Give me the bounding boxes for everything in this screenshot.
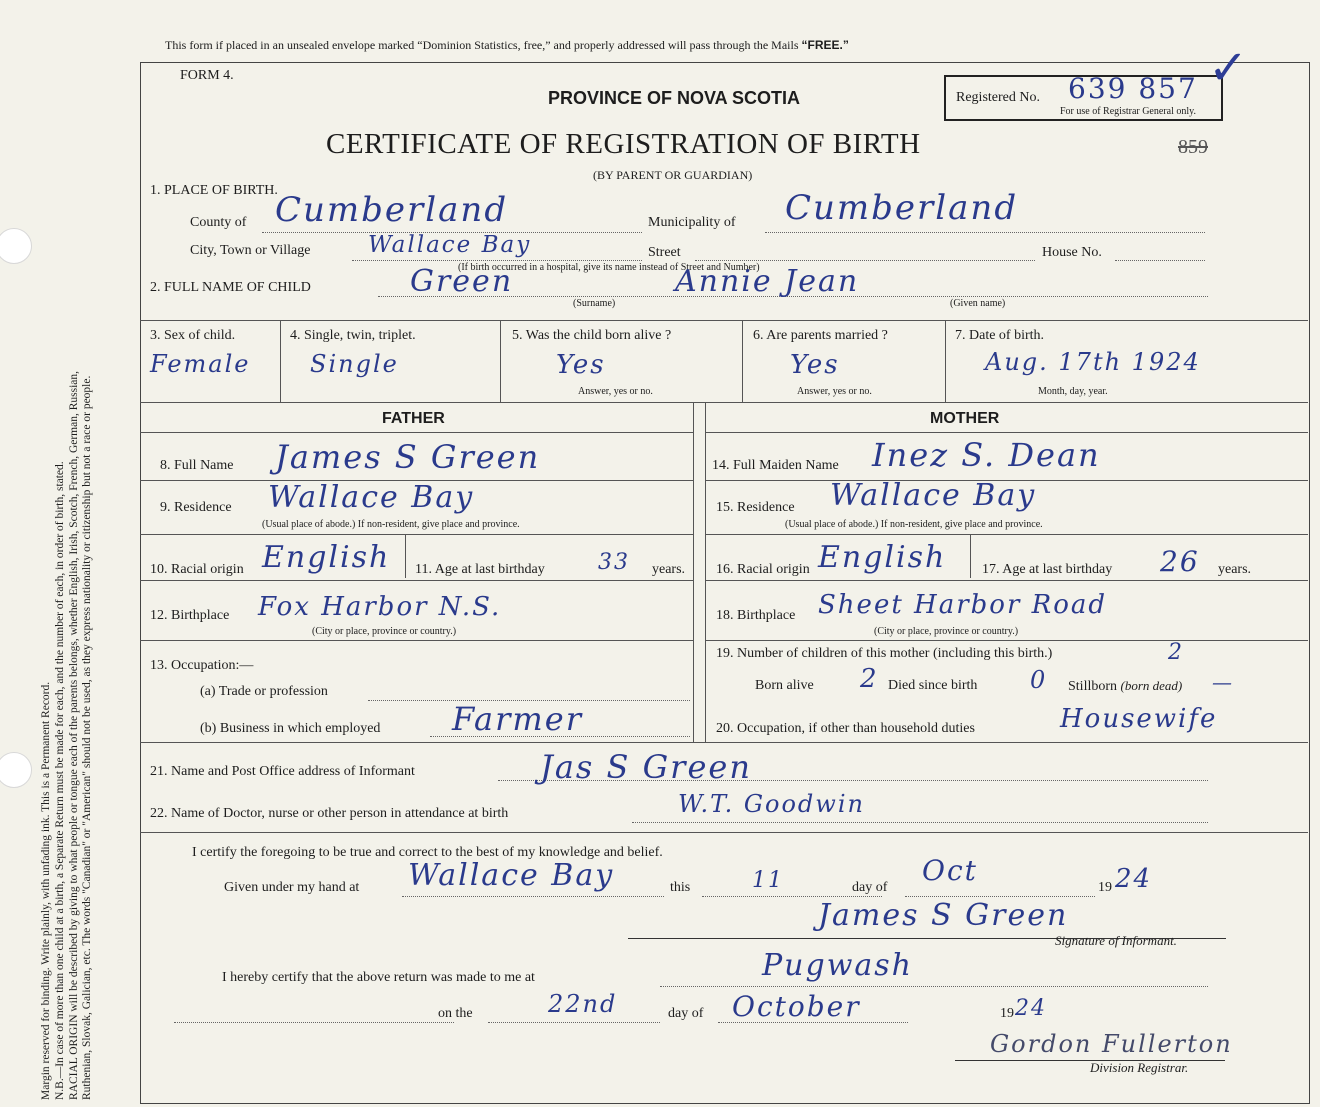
sidebar-line-4: Ruthenian, Slovak, Galician, etc. The words "Canadian" or "American" should not be used, as they express nationality or citizenship but not a race or people. bbox=[81, 375, 94, 1100]
date-caption: Month, day, year. bbox=[1038, 386, 1108, 397]
parents-married-label: 6. Are parents married ? bbox=[753, 328, 888, 343]
mail-notice-text: This form if placed in an unsealed envelope marked “Dominion Statistics, free,” and properly addressed will pass through the Mails bbox=[165, 38, 799, 52]
child-surname-value: Green bbox=[410, 264, 514, 299]
born-alive-question-value: Yes bbox=[556, 350, 606, 380]
date-of-birth-value: Aug. 17th 1924 bbox=[985, 348, 1201, 376]
registrar-onthe-label: on the bbox=[438, 1006, 473, 1021]
sidebar-line-1: Margin reserved for binding. Write plainly, with unfading ink. This is a Permanent Record. bbox=[40, 681, 52, 1100]
informant-signature-label: Signature of Informant. bbox=[1055, 933, 1177, 948]
mother-residence-value: Wallace Bay bbox=[830, 478, 1037, 513]
registrar-day-value: 22nd bbox=[548, 990, 618, 1018]
father-residence-caption: (Usual place of abode.) If non-resident, give place and province. bbox=[262, 519, 520, 530]
certify-day-value: 11 bbox=[752, 868, 784, 893]
county-label: County of bbox=[190, 215, 247, 230]
mother-birthplace-label: 18. Birthplace bbox=[716, 608, 796, 623]
registrar-year-prefix: 19 bbox=[1000, 1006, 1014, 1021]
municipality-value: Cumberland bbox=[785, 188, 1019, 228]
mother-name-value: Inez S. Dean bbox=[872, 436, 1101, 474]
registered-number: 639 857 bbox=[1068, 72, 1198, 105]
mail-notice-free: “FREE.” bbox=[801, 38, 849, 52]
county-value: Cumberland bbox=[275, 190, 509, 230]
registrar-signature: Gordon Fullerton bbox=[990, 1030, 1233, 1058]
full-name-label: 2. FULL NAME OF CHILD bbox=[150, 280, 311, 295]
father-name-label: 8. Full Name bbox=[160, 458, 234, 473]
mother-age-value: 26 bbox=[1160, 545, 1200, 578]
father-name-value: James S Green bbox=[275, 438, 541, 476]
father-occupation-label: 13. Occupation:— bbox=[150, 658, 254, 673]
registrar-signature-label: Division Registrar. bbox=[1090, 1060, 1189, 1075]
registrar-dayof-label: day of bbox=[668, 1006, 704, 1021]
given-caption: (Given name) bbox=[950, 298, 1006, 309]
doctor-label: 22. Name of Doctor, nurse or other person in attendance at birth bbox=[150, 806, 509, 821]
registrar-year-value: 24 bbox=[1015, 996, 1047, 1021]
mother-children-label: 19. Number of children of this mother (including this birth.) bbox=[716, 646, 1053, 661]
mother-name-label: 14. Full Maiden Name bbox=[712, 458, 839, 473]
informant-signature: James S Green bbox=[818, 898, 1069, 933]
mother-age-label: 17. Age at last birthday bbox=[982, 562, 1113, 577]
father-birthplace-label: 12. Birthplace bbox=[150, 608, 230, 623]
father-racial-value: English bbox=[262, 540, 391, 575]
mother-heading: MOTHER bbox=[930, 410, 1000, 427]
certificate-subtitle: (BY PARENT OR GUARDIAN) bbox=[593, 168, 753, 182]
father-birthplace-caption: (City or place, province or country.) bbox=[312, 626, 457, 637]
binding-hole-top bbox=[0, 228, 32, 264]
street-label: Street bbox=[648, 245, 681, 260]
stillborn-label bbox=[1068, 678, 1182, 695]
father-residence-value: Wallace Bay bbox=[268, 480, 475, 515]
sidebar-line-2: N.B.—In case of more than one child at a birth, a Separate Return must be made for each, and the number of each, in order of birth, stated. bbox=[53, 461, 66, 1100]
child-given-value: Annie Jean bbox=[675, 264, 860, 299]
father-occupation-value: Farmer bbox=[452, 700, 583, 738]
struck-number: 859 bbox=[1178, 136, 1208, 158]
father-business-label: (b) Business in which employed bbox=[200, 721, 381, 736]
registered-note: For use of Registrar General only. bbox=[1060, 106, 1196, 117]
father-birthplace-value: Fox Harbor N.S. bbox=[258, 592, 502, 622]
sex-value: Female bbox=[150, 350, 251, 378]
born-alive-question-label: 5. Was the child born alive ? bbox=[512, 328, 672, 343]
certify-place-value: Wallace Bay bbox=[408, 858, 615, 893]
registrar-month-value: October bbox=[732, 990, 861, 1023]
certify-month-value: Oct bbox=[922, 854, 978, 887]
informant-value: Jas S Green bbox=[540, 748, 752, 786]
mail-notice bbox=[165, 38, 849, 53]
father-trade-label: (a) Trade or profession bbox=[200, 684, 328, 699]
father-age-value: 33 bbox=[598, 550, 630, 575]
certify-this-label: this bbox=[670, 880, 691, 895]
sex-label: 3. Sex of child. bbox=[150, 328, 236, 343]
father-residence-label: 9. Residence bbox=[160, 500, 232, 515]
born-alive-value: 2 bbox=[860, 664, 879, 694]
father-racial-label: 10. Racial origin bbox=[150, 562, 244, 577]
city-value: Wallace Bay bbox=[368, 232, 532, 258]
parents-married-value: Yes bbox=[790, 350, 840, 380]
mother-years-label: years. bbox=[1218, 562, 1252, 577]
single-twin-label: 4. Single, twin, triplet. bbox=[290, 328, 416, 343]
doctor-value: W.T. Goodwin bbox=[678, 790, 865, 818]
stillborn-value: — bbox=[1212, 670, 1234, 694]
born-alive-label: Born alive bbox=[755, 678, 814, 693]
certify-dayof-label: day of bbox=[852, 880, 888, 895]
sidebar-line-3: RACIAL ORIGIN will be described by giving to what people or tongue each of the parents belongs, whether English, Irish, Scotch, French, German, Russian, bbox=[67, 370, 80, 1100]
given-under-hand-label: Given under my hand at bbox=[224, 880, 360, 895]
mother-residence-caption: (Usual place of abode.) If non-resident, give place and province. bbox=[785, 519, 1043, 530]
mother-residence-label: 15. Residence bbox=[716, 500, 795, 515]
sidebar-instructions bbox=[40, 20, 95, 1100]
certify-year-prefix: 19 bbox=[1098, 880, 1112, 895]
mother-birthplace-value: Sheet Harbor Road bbox=[818, 590, 1108, 620]
father-years-label: years. bbox=[652, 562, 686, 577]
registered-label: Registered No. bbox=[956, 90, 1040, 105]
died-since-birth-label: Died since birth bbox=[888, 678, 978, 693]
check-mark-icon: ✓ bbox=[1208, 40, 1251, 96]
registrar-place-value: Pugwash bbox=[762, 948, 913, 983]
municipality-label: Municipality of bbox=[648, 215, 736, 230]
mother-racial-label: 16. Racial origin bbox=[716, 562, 810, 577]
mother-children-value: 2 bbox=[1168, 640, 1184, 665]
father-age-label: 11. Age at last birthday bbox=[415, 562, 545, 577]
stillborn-label-text: Stillborn bbox=[1068, 679, 1118, 694]
house-number-label: House No. bbox=[1042, 245, 1102, 260]
certify-year-value: 24 bbox=[1115, 864, 1153, 894]
place-of-birth-label: 1. PLACE OF BIRTH. bbox=[150, 183, 278, 198]
mother-birthplace-caption: (City or place, province or country.) bbox=[874, 626, 1019, 637]
province-heading: PROVINCE OF NOVA SCOTIA bbox=[548, 88, 801, 108]
stillborn-note: (born dead) bbox=[1120, 678, 1183, 693]
alive-answer-caption: Answer, yes or no. bbox=[578, 386, 653, 397]
died-since-birth-value: 0 bbox=[1030, 666, 1048, 694]
certify-statement: I certify the foregoing to be true and correct to the best of my knowledge and belief. bbox=[192, 845, 663, 860]
registrar-statement: I hereby certify that the above return was made to me at bbox=[222, 970, 535, 985]
binding-hole-bottom bbox=[0, 752, 32, 788]
mother-occupation-value: Housewife bbox=[1060, 704, 1218, 734]
surname-caption: (Surname) bbox=[573, 298, 616, 309]
form-number: FORM 4. bbox=[180, 68, 234, 83]
mother-racial-value: English bbox=[818, 540, 947, 575]
married-answer-caption: Answer, yes or no. bbox=[797, 386, 872, 397]
single-twin-value: Single bbox=[310, 350, 399, 378]
certificate-title: CERTIFICATE OF REGISTRATION OF BIRTH bbox=[326, 128, 921, 160]
father-heading: FATHER bbox=[382, 410, 445, 427]
informant-label: 21. Name and Post Office address of Informant bbox=[150, 764, 415, 779]
mother-occupation-label: 20. Occupation, if other than household duties bbox=[716, 721, 975, 736]
date-of-birth-label: 7. Date of birth. bbox=[955, 328, 1045, 343]
hospital-note: (If birth occurred in a hospital, give its name instead of Street and Number) bbox=[458, 262, 760, 273]
city-label: City, Town or Village bbox=[190, 243, 311, 258]
